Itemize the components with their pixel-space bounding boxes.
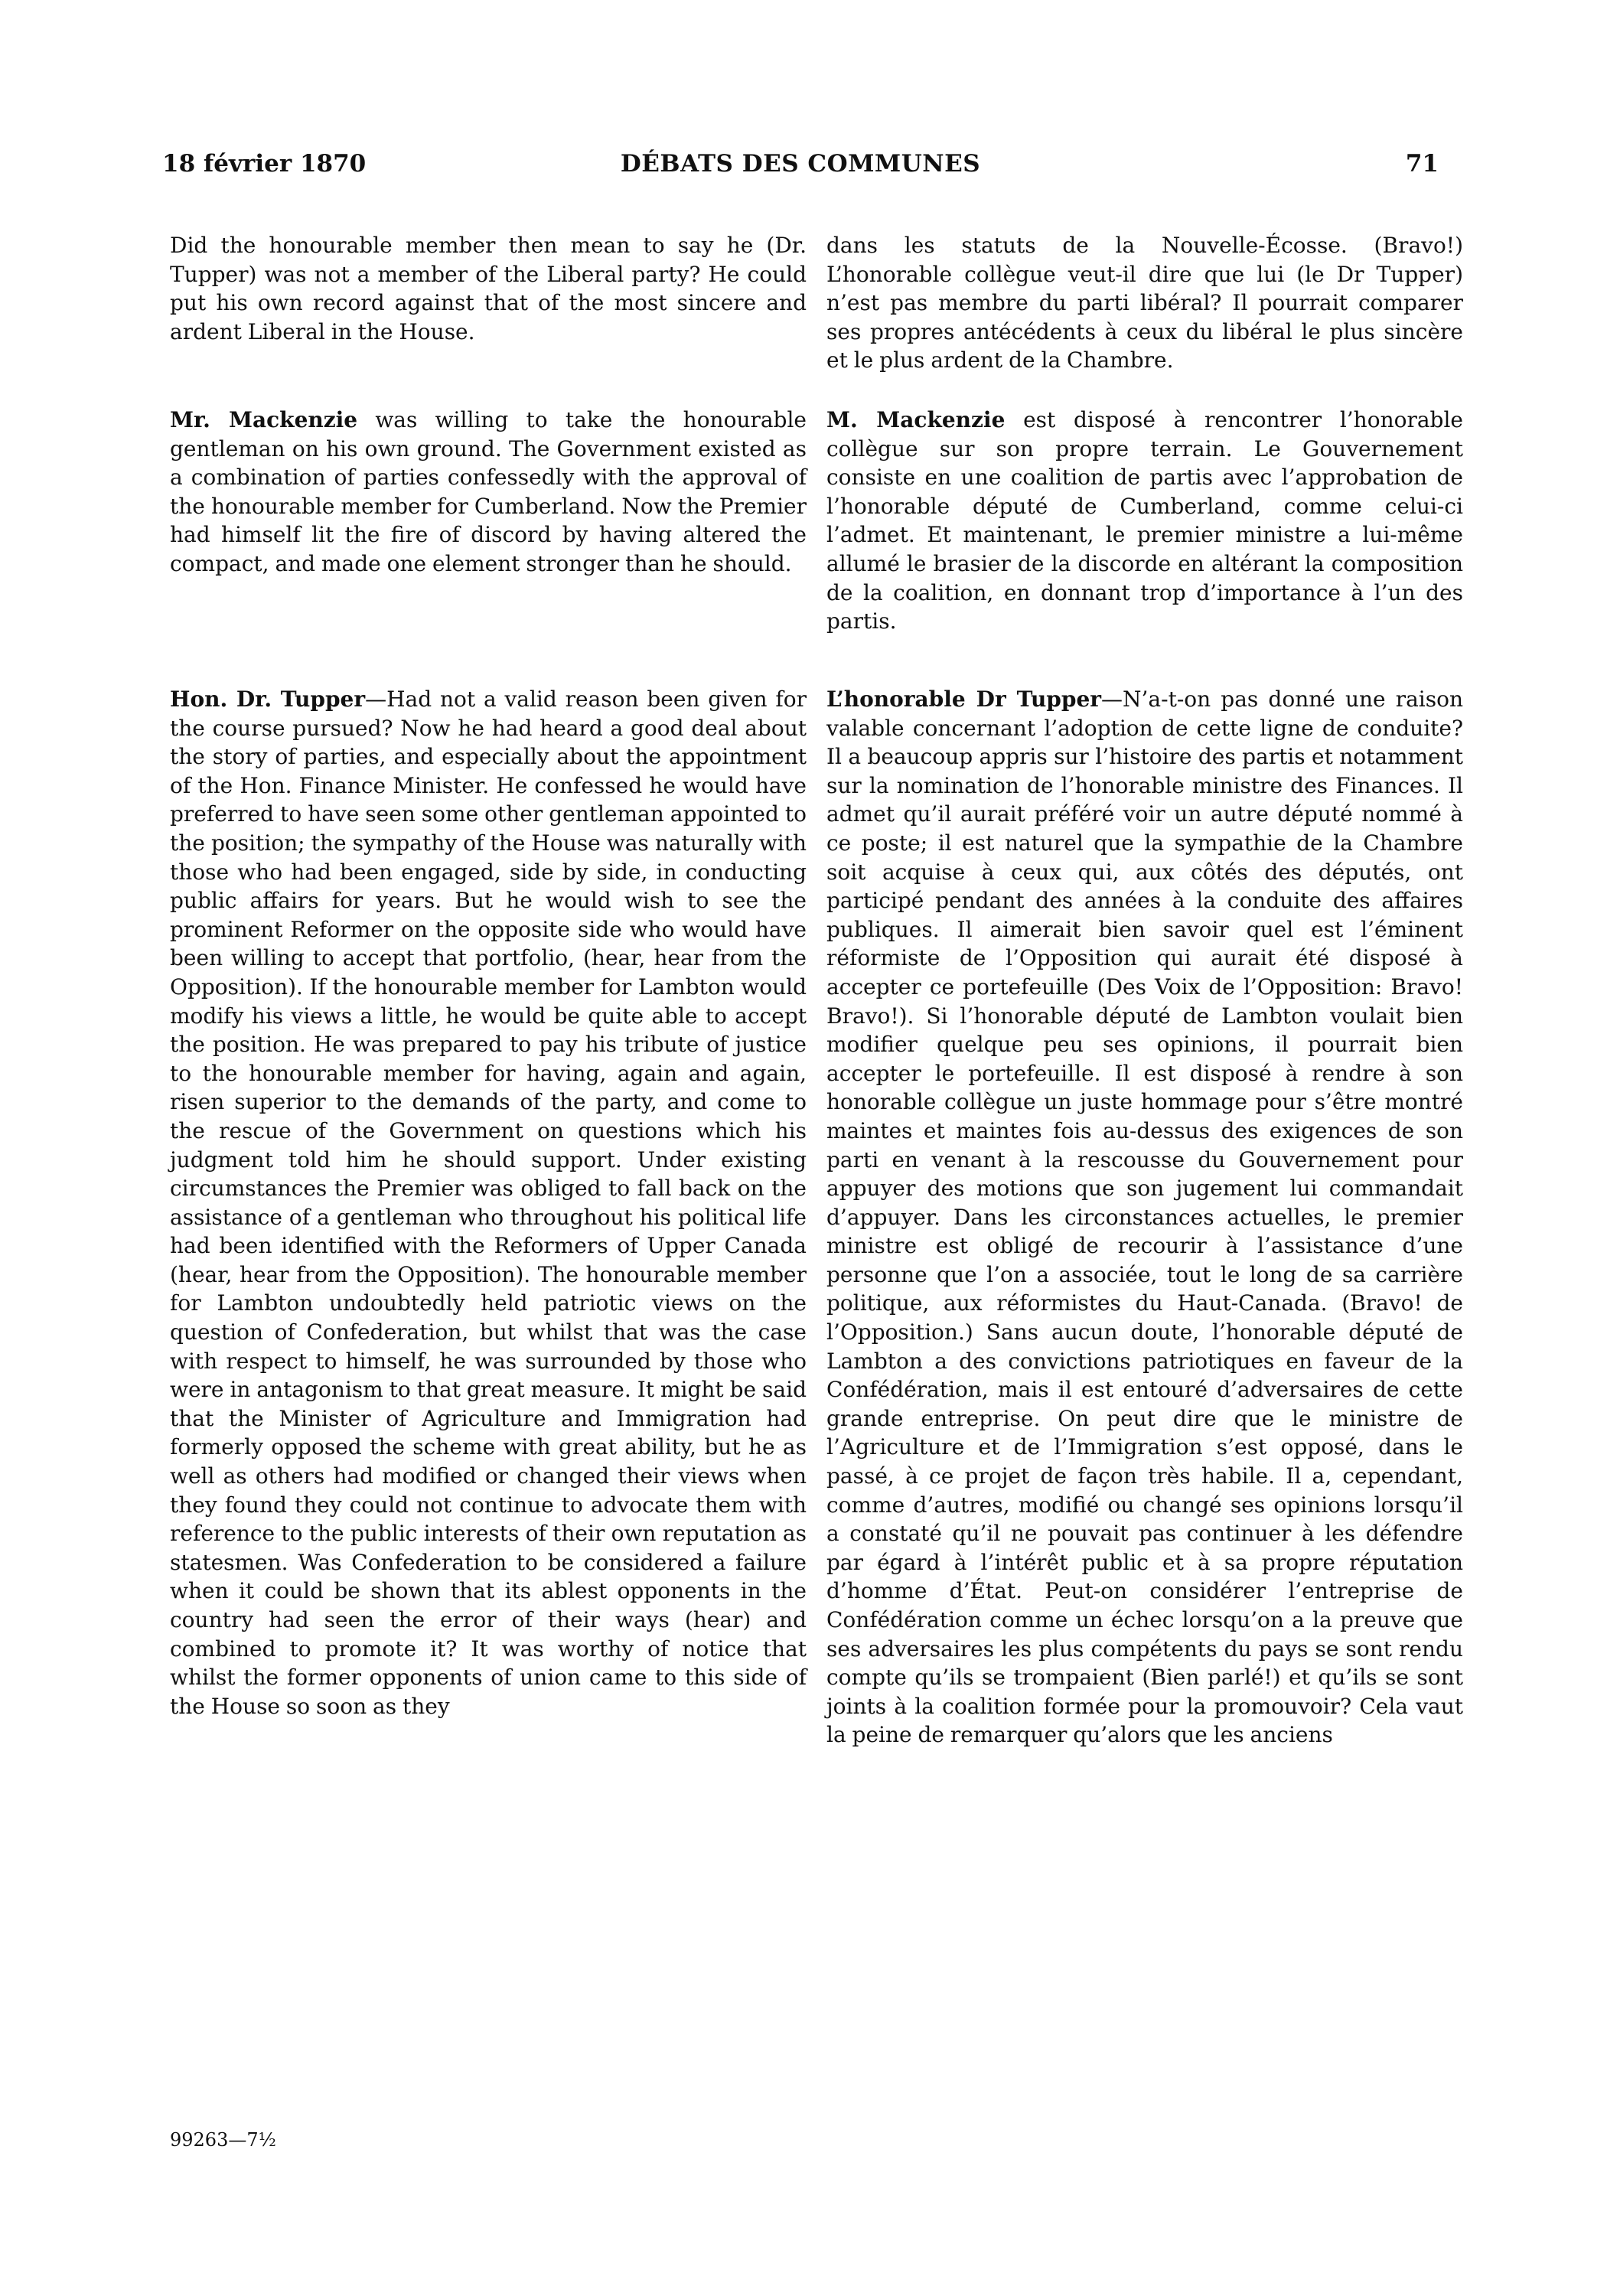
printer-code: 99263—7½ (170, 2129, 276, 2151)
english-paragraph-1: Did the honourable member then mean to say he (Dr. Tupper) was not a member of the Liberal party? He could put his own record against that of the most sincere and ardent Liberal in the House. (170, 233, 807, 344)
french-paragraph-2-text: est disposé à rencontrer l’honorable collègue sur son propre terrain. Le Gouvernement consiste en une coalition de partis avec l’approbation de l’honorable député de Cumberland, comme celui-ci l’admet. Et maintenant, le premier ministre a lui-même allumé le brasier de la discorde en altérant la composition de la coalition, en donnant trop d’importance à l’un des partis. (826, 407, 1463, 634)
french-paragraph-3 (826, 685, 1463, 1750)
english-speaker-mackenzie: Mr. Mackenzie (170, 407, 358, 432)
french-paragraph-3-text: —N’a-t-on pas donné une raison valable concernant l’adoption de cette ligne de conduite? Il a beaucoup appris sur l’histoire des partis et notamment sur la nomination de l’honorable ministre des Finances. Il admet qu’il aurait préféré voir un autre député nommé à ce poste; il est naturel que la sympathie de la Chambre soit acquise à ceux qui, aux côtés des députés, ont participé pendant des années à la conduite des affaires publiques. Il aimerait bien savoir quel est l’éminent réformiste de l’Opposition qui aurait été disposé à accepter ce portefeuille (Des Voix de l’Opposition: Bravo! Bravo!). Si l’honorable député de Lambton voulait bien modifier quelque peu ses opinions, il pourrait bien accepter le portefeuille. Il est disposé à rendre à son honorable collègue un juste hommage pour s’être montré maintes et maintes fois au-dessus des exigences de son parti en venant à la rescousse du Gouvernement pour appuyer des motions que son jugement lui commandait d’appuyer. Dans les circonstances actuelles, le premier ministre est obligé de recourir à l’assistance d’une personne que l’on a associée, tout le long de sa carrière politique, aux réformistes du Haut-Canada. (Bravo! de l’Opposition.) Sans aucun doute, l’honorable député de Lambton a des convictions patriotiques en faveur de la Confédération, mais il est entouré d’adversaires de cette grande entreprise. On peut dire que le ministre de l’Agriculture et de l’Immigration s’est opposé, dans le passé, à ce projet de façon très habile. Il a, cependant, comme d’autres, modifié ou changé ses opinions lorsqu’il a constaté qu’il ne pouvait pas continuer à les défendre par égard à l’intérêt public et à sa propre réputation d’homme d’État. Peut-on considérer l’entreprise de Confédération comme un échec lorsqu’on a la preuve que ses adversaires les plus compétents du pays se sont rendu compte qu’ils se trompaient (Bien parlé!) et qu’ils se sont joints à la coalition formée pour la promouvoir? Cela vaut la peine de remarquer qu’alors que les anciens (826, 687, 1463, 1748)
header-title: DÉBATS DES COMMUNES (620, 150, 981, 178)
french-paragraph-2 (826, 406, 1463, 685)
english-paragraph-2 (170, 406, 807, 685)
english-column (170, 231, 807, 1720)
french-column (826, 231, 1463, 1750)
english-paragraph-3-text: —Had not a valid reason been given for the course pursued? Now he had heard a good deal about the story of parties, and especially about the appointment of the Hon. Finance Minister. He confessed he would have preferred to have seen some other gentleman appointed to the position; the sympathy of the House was naturally with those who had been engaged, side by side, in conducting public affairs for years. But he would wish to see the prominent Reformer on the opposite side who would have been willing to accept that portfolio, (hear, hear from the Opposition). If the honourable member for Lambton would modify his views a little, he would be quite able to accept the position. He was prepared to pay his tribute of justice to the honourable member for having, again and again, risen superior to the demands of the party, and come to the rescue of the Government on questions which his judgment told him he should support. Under existing circumstances the Premier was obliged to fall back on the assistance of a gentleman who throughout his political life had been identified with the Reformers of Upper Canada (hear, hear from the Opposition). The honourable member for Lambton undoubtedly held patriotic views on the question of Confederation, but whilst that was the case with respect to himself, he was surrounded by those who were in antagonism to that great measure. It might be said that the Minister of Agriculture and Immigration had formerly opposed the scheme with great ability, but he as well as others had modified or changed their views when they found they could not continue to advocate them with reference to the public interests of their own reputation as statesmen. Was Confederation to be considered a failure when it could be shown that its ablest opponents in the country had seen the error of their ways (hear) and combined to promote it? It was worthy of notice that whilst the former opponents of union came to this side of the House so soon as they (170, 687, 807, 1719)
english-paragraph-2-text: was willing to take the honourable gentleman on his own ground. The Government existed as a combination of parties confessedly with the approval of the honourable member for Cumberland. Now the Premier had himself lit the fire of discord by having altered the compact, and made one element stronger than he should. (170, 407, 807, 576)
french-paragraph-1: dans les statuts de la Nouvelle-Écosse. (Bravo!) L’honorable collègue veut-il dire que lui (le Dr Tupper) n’est pas membre du parti libéral? Il pourrait comparer ses propres antécédents à ceux du libéral le plus sincère et le plus ardent de la Chambre. (826, 233, 1463, 373)
page-header (162, 150, 1439, 188)
french-speaker-tupper: L’honorable Dr Tupper (826, 687, 1102, 712)
english-paragraph-3 (170, 685, 807, 1720)
header-date: 18 février 1870 (162, 150, 367, 178)
french-speaker-mackenzie: M. Mackenzie (826, 407, 1006, 432)
english-speaker-tupper: Hon. Dr. Tupper (170, 687, 366, 712)
page-number: 71 (1405, 150, 1439, 178)
